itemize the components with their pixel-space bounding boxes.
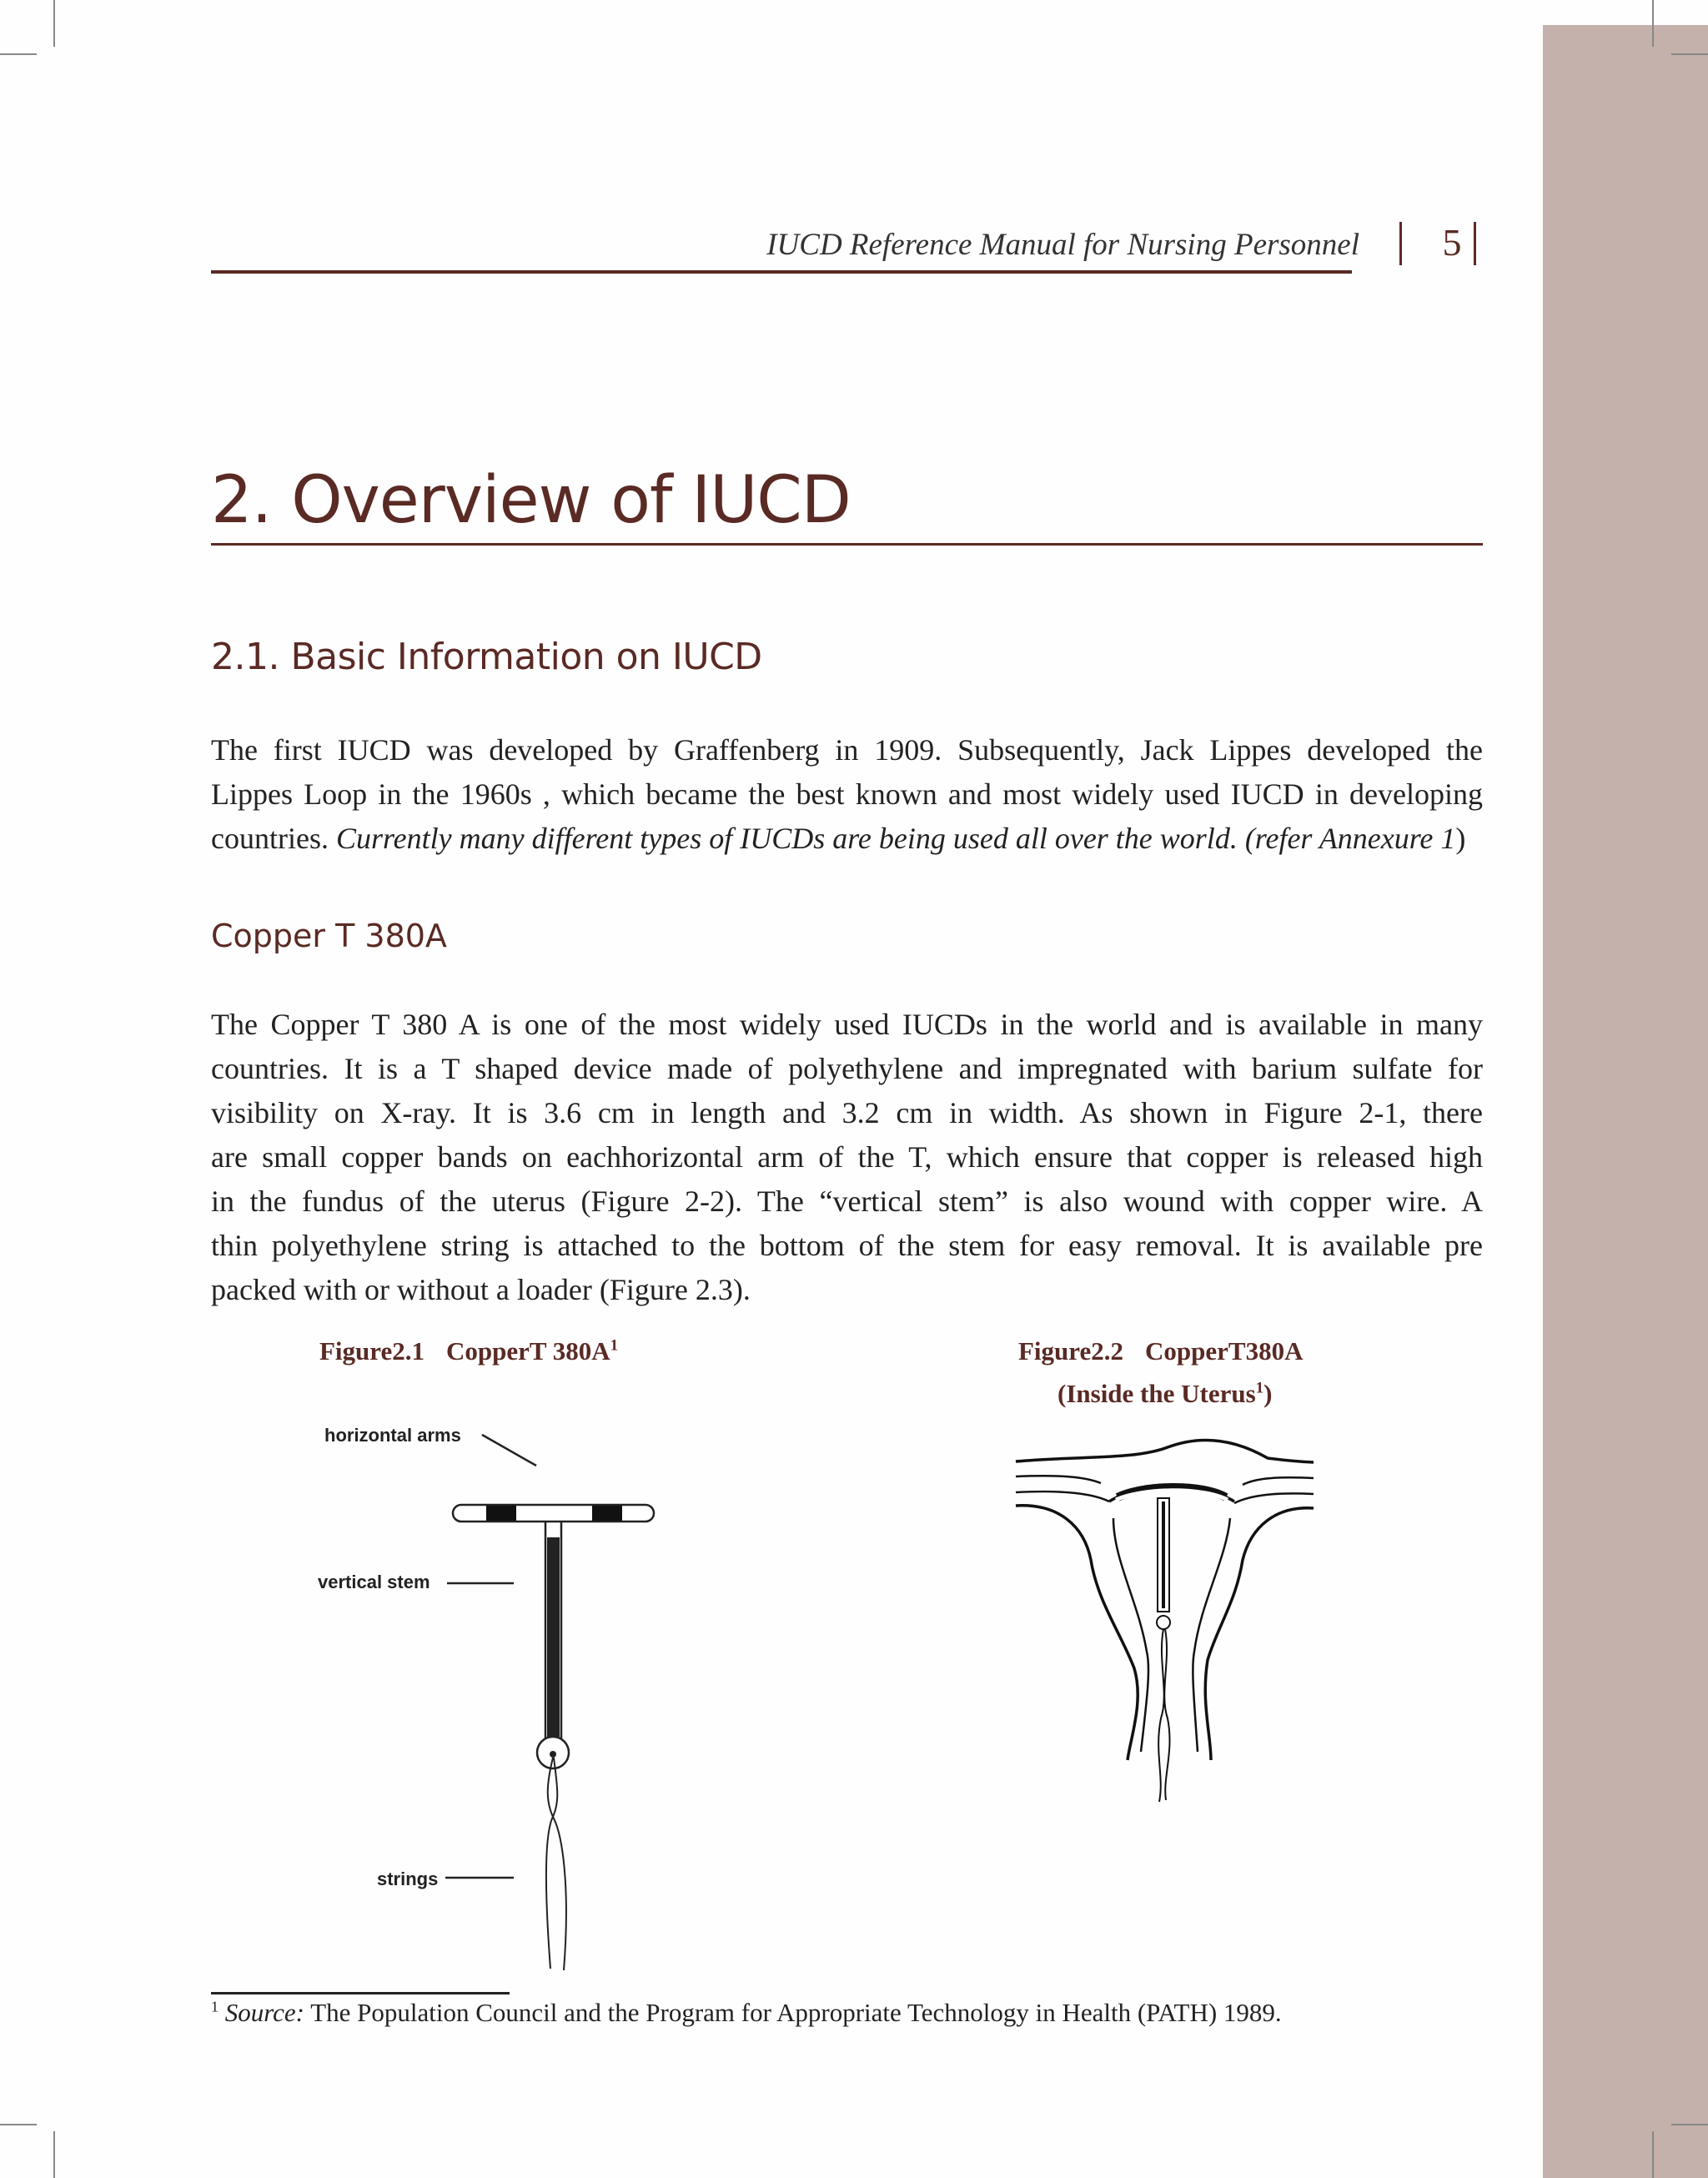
chapter-title: 2. Overview of IUCD [211, 463, 851, 538]
footnote-marker: 1 [211, 1998, 219, 2015]
section-title: 2.1. Basic Information on IUCD [211, 636, 762, 678]
uterus-top-curve [1016, 1440, 1314, 1462]
header-title: IUCD Reference Manual for Nursing Personnel [766, 228, 1359, 262]
figure2-footnote-ref: 1 [1255, 1379, 1264, 1397]
cervical-canal-right [1193, 1518, 1230, 1752]
paragraph-text: ) [1455, 822, 1466, 855]
figure2-uterus-diagram [1016, 1440, 1314, 1802]
uterus-outer-right [1205, 1508, 1314, 1760]
label-horizontal-arms: horizontal arms [324, 1425, 461, 1446]
copper-wire-coil [547, 1537, 560, 1749]
paragraph-line: are small copper bands on eachhorizontal arm of the T, which ensure that copper is released high [211, 1140, 1483, 1174]
figure1-number: Figure2.1 [319, 1336, 424, 1366]
fallopian-tube-left [1016, 1491, 1109, 1501]
figure1-copper-t-diagram [445, 1435, 654, 1970]
paragraph-line: The first IUCD was developed by Graffenberg in 1909. Subsequently, Jack Lippes developed the [211, 733, 1483, 767]
iucd-string [1164, 1629, 1169, 1800]
paragraph-line: packed with or without a loader (Figure 2.3). [211, 1273, 751, 1306]
footnote-text: The Population Council and the Program for Appropriate Technology in Health (PATH) 1989. [304, 1998, 1282, 2027]
footnote-rule [211, 1992, 510, 1994]
figure2-subtitle-close: ) [1263, 1379, 1273, 1408]
footnote [211, 1998, 1282, 2028]
leader-line-horizontal-arms [482, 1435, 536, 1466]
subsection-title: Copper T 380A [211, 918, 447, 954]
paragraph-italic-text: Currently many different types of IUCDs are being used all over the world. (refer Annexure 1 [335, 822, 1456, 855]
t-horizontal-arm [453, 1505, 654, 1522]
paragraph-text: countries. [211, 822, 336, 855]
fallopian-tube-left [1016, 1476, 1101, 1483]
footnote-label: Source: [224, 1998, 305, 2027]
paragraph-line: visibility on X-ray. It is 3.6 cm in length and 3.2 cm in width. As shown in Figure 2-1, there [211, 1096, 1483, 1129]
figure2-title: CopperT380A [1145, 1336, 1304, 1366]
figure1-footnote-ref: 1 [610, 1336, 619, 1355]
paragraph-line: in the fundus of the uterus (Figure 2-2). The “vertical stem” is also wound with copper wire. A [211, 1185, 1483, 1218]
paragraph-line: countries. It is a T shaped device made of polyethylene and impregnated with barium sulfate for [211, 1052, 1483, 1085]
uterus-outer-left [1016, 1506, 1138, 1760]
paragraph-line: Lippes Loop in the 1960s , which became the best known and most widely used IUCD in developing [211, 777, 1483, 811]
label-strings: strings [377, 1869, 439, 1889]
paragraph-line: The Copper T 380 A is one of the most widely used IUCDs in the world and is available in many [211, 1008, 1483, 1041]
string-knot [550, 1751, 556, 1758]
fallopian-tube-right [1234, 1493, 1314, 1503]
copper-band-left [486, 1506, 516, 1521]
figure2-subtitle-text: (Inside the Uterus [1057, 1379, 1256, 1408]
figure2-number: Figure2.2 [1018, 1336, 1123, 1366]
figure1-title: CopperT 380A [446, 1336, 610, 1366]
fallopian-tube-right [1243, 1477, 1314, 1485]
copper-band-right [592, 1506, 622, 1521]
iucd-bulb [1157, 1616, 1170, 1629]
iucd-string [1158, 1629, 1164, 1802]
page-number: 5 [1442, 221, 1462, 264]
paragraph-line: thin polyethylene string is attached to the bottom of the stem for easy removal. It is available pre [211, 1229, 1483, 1262]
label-vertical-stem: vertical stem [318, 1572, 430, 1592]
